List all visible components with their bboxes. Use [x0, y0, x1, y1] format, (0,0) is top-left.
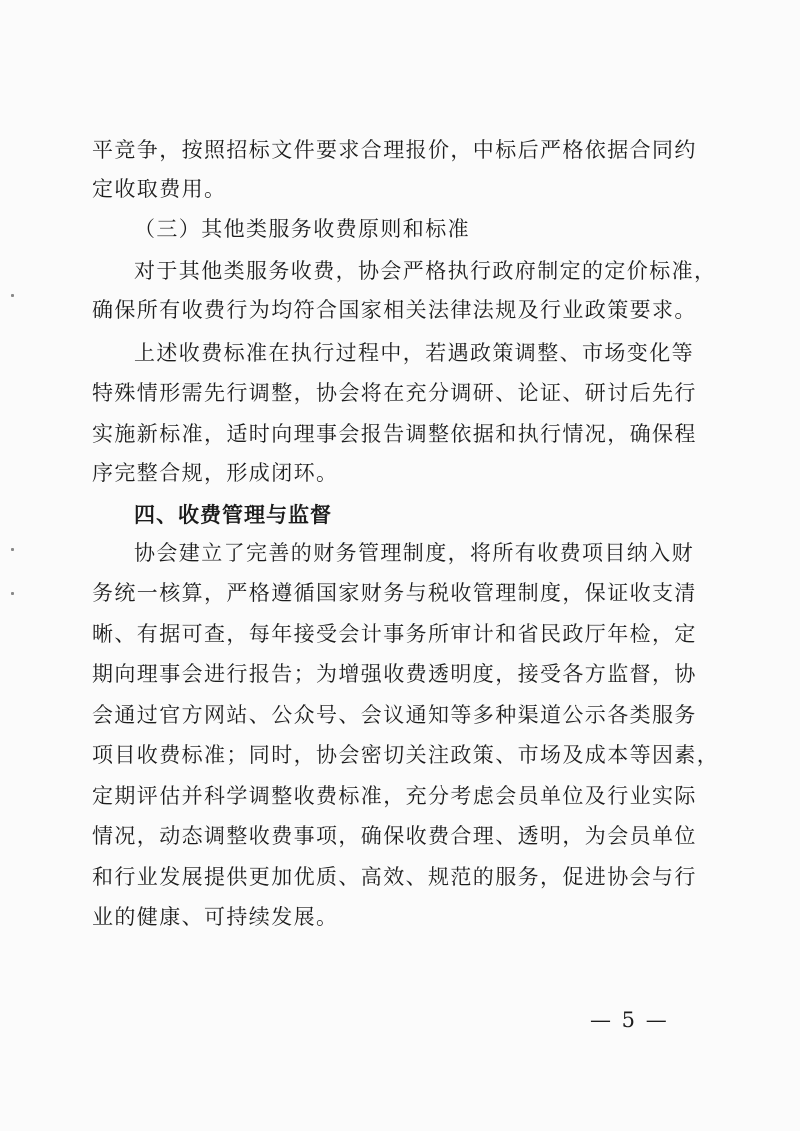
- page-number: — 5 —: [590, 1008, 669, 1032]
- text-line: 务统一核算，严格遵循国家财务与税收管理制度，保证收支清: [92, 581, 697, 605]
- text-line: 期向理事会进行报告；为增强收费透明度，接受各方监督，协: [92, 662, 697, 686]
- text-line: 对于其他类服务收费，协会严格执行政府制定的定价标准，: [134, 259, 717, 283]
- text-line: 序完整合规，形成闭环。: [92, 461, 339, 485]
- text-line: 情况，动态调整收费事项，确保收费合理、透明，为会员单位: [92, 824, 697, 848]
- section-heading: （三）其他类服务收费原则和标准: [134, 217, 470, 241]
- section-heading: 四、收费管理与监督: [134, 503, 332, 527]
- text-line: 平竞争，按照招标文件要求合理报价，中标后严格依据合同约: [92, 138, 697, 162]
- text-line: 会通过官方网站、公众号、会议通知等多种渠道公示各类服务: [92, 703, 697, 727]
- text-line: 特殊情形需先行调整，协会将在充分调研、论证、研讨后先行: [92, 381, 697, 405]
- text-line: 上述收费标准在执行过程中，若遇政策调整、市场变化等: [134, 341, 694, 365]
- text-line: 晰、有据可查，每年接受会计事务所审计和省民政厅年检，定: [92, 622, 697, 646]
- text-line: 业的健康、可持续发展。: [92, 905, 339, 929]
- text-line: 和行业发展提供更加优质、高效、规范的服务，促进协会与行: [92, 865, 697, 889]
- text-line: 确保所有收费行为均符合国家相关法律法规及行业政策要求。: [92, 298, 697, 322]
- text-line: 协会建立了完善的财务管理制度，将所有收费项目纳入财: [134, 541, 694, 565]
- text-line: 定收取费用。: [92, 177, 227, 201]
- scan-artifact: [11, 294, 14, 297]
- text-line: 实施新标准，适时向理事会报告调整依据和执行情况，确保程: [92, 422, 697, 446]
- text-line: 定期评估并科学调整收费标准，充分考虑会员单位及行业实际: [92, 784, 697, 808]
- scan-artifact: [11, 548, 14, 551]
- text-line: 项目收费标准；同时，协会密切关注政策、市场及成本等因素，: [92, 743, 720, 767]
- scan-artifact: [11, 592, 14, 595]
